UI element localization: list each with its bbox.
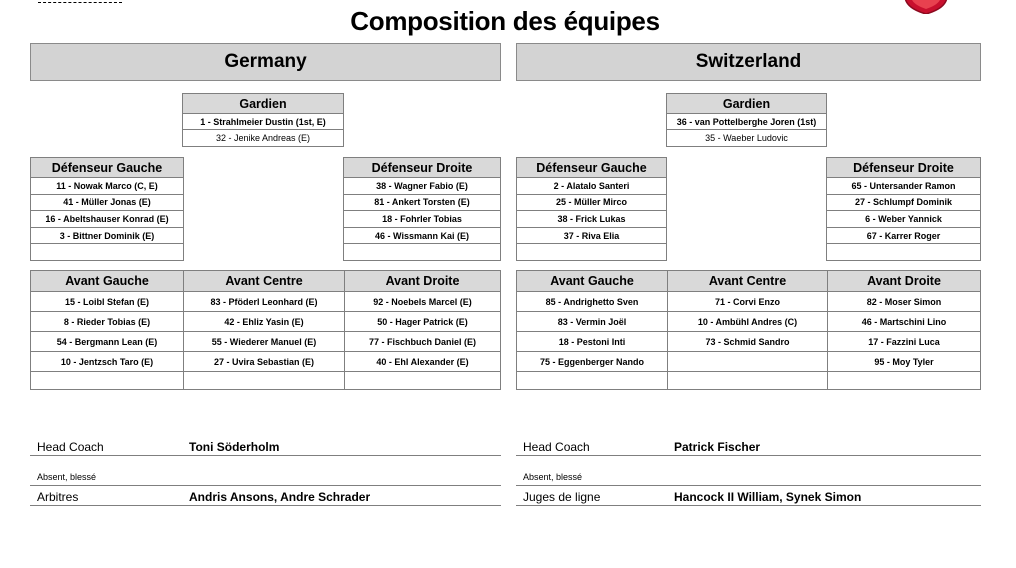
- forwards-left-column: [517, 271, 667, 389]
- goalies-box-home: [182, 93, 344, 147]
- fwd-left-header: Avant Gauche: [31, 271, 183, 292]
- page-title: Composition des équipes: [350, 6, 660, 36]
- player-cell: [344, 244, 500, 261]
- player-cell: [668, 372, 827, 389]
- goalies-header: Gardien: [667, 94, 826, 114]
- player-cell: 18 - Fohrler Tobias: [344, 211, 500, 228]
- player-cell: 6 - Weber Yannick: [827, 211, 980, 228]
- player-cell: 3 - Bittner Dominik (E): [31, 228, 183, 245]
- player-cell: 41 - Müller Jonas (E): [31, 195, 183, 212]
- player-cell: 50 - Hager Patrick (E): [345, 312, 500, 332]
- goalie-cell: 36 - van Pottelberghe Joren (1st): [667, 114, 826, 130]
- player-cell: 10 - Jentzsch Taro (E): [31, 352, 183, 372]
- player-cell: 83 - Pföderl Leonhard (E): [184, 292, 344, 312]
- coach-value: Patrick Fischer: [674, 440, 761, 454]
- player-cell: 95 - Moy Tyler: [828, 352, 980, 372]
- player-cell: 18 - Pestoni Inti: [517, 332, 667, 352]
- def-right-header: Défenseur Droite: [344, 158, 500, 178]
- goalie-cell: 32 - Jenike Andreas (E): [215, 133, 311, 143]
- player-cell: 37 - Riva Elia: [517, 228, 666, 245]
- player-cell: 81 - Ankert Torsten (E): [344, 195, 500, 212]
- player-cell: 17 - Fazzini Luca: [828, 332, 980, 352]
- player-cell: 25 - Müller Mirco: [517, 195, 666, 212]
- player-cell: [345, 372, 500, 389]
- player-cell: 46 - Martschini Lino: [828, 312, 980, 332]
- absent-label: Absent, blessé: [523, 472, 583, 482]
- coach-label: Head Coach: [37, 440, 104, 454]
- player-cell: 67 - Karrer Roger: [827, 228, 980, 245]
- player-cell: 82 - Moser Simon: [828, 292, 980, 312]
- def-right-box-away: [826, 157, 981, 261]
- player-cell: [31, 372, 183, 389]
- def-left-header: Défenseur Gauche: [31, 158, 183, 178]
- def-left-box-home: [30, 157, 184, 261]
- player-cell: [668, 352, 827, 372]
- forwards-center-column: [183, 271, 344, 389]
- player-cell: 55 - Wiederer Manuel (E): [184, 332, 344, 352]
- player-cell: 65 - Untersander Ramon: [827, 178, 980, 195]
- def-right-box-home: [343, 157, 501, 261]
- player-cell: [184, 372, 344, 389]
- fwd-center-header: Avant Centre: [184, 271, 344, 292]
- player-cell: 11 - Nowak Marco (C, E): [31, 178, 183, 195]
- team-name-home: Germany: [30, 43, 501, 81]
- player-cell: [517, 244, 666, 261]
- def-right-header: Défenseur Droite: [827, 158, 980, 178]
- player-cell: 15 - Loibl Stefan (E): [31, 292, 183, 312]
- divider: [516, 455, 981, 456]
- officials-label: Arbitres: [37, 490, 79, 504]
- forwards-box-away: [516, 270, 981, 390]
- coach-value: Toni Söderholm: [189, 440, 280, 454]
- goalies-header: Gardien: [183, 94, 343, 114]
- fwd-right-header: Avant Droite: [828, 271, 980, 292]
- goalies-box-away: [666, 93, 827, 147]
- officials-value: Hancock II William, Synek Simon: [674, 490, 862, 504]
- player-cell: [828, 372, 980, 389]
- player-cell: 2 - Alatalo Santeri: [517, 178, 666, 195]
- def-left-header: Défenseur Gauche: [517, 158, 666, 178]
- def-left-box-away: [516, 157, 667, 261]
- player-cell: 85 - Andrighetto Sven: [517, 292, 667, 312]
- player-cell: 92 - Noebels Marcel (E): [345, 292, 500, 312]
- divider: [30, 485, 501, 486]
- officials-value: Andris Ansons, Andre Schrader: [189, 490, 371, 504]
- player-cell: 16 - Abeltshauser Konrad (E): [31, 211, 183, 228]
- player-cell: 40 - Ehl Alexander (E): [345, 352, 500, 372]
- player-cell: [31, 244, 183, 261]
- header-rule: [38, 0, 122, 3]
- forwards-right-column: [827, 271, 980, 389]
- player-cell: 71 - Corvi Enzo: [668, 292, 827, 312]
- player-cell: 38 - Frick Lukas: [517, 211, 666, 228]
- player-cell: 8 - Rieder Tobias (E): [31, 312, 183, 332]
- player-cell: 73 - Schmid Sandro: [668, 332, 827, 352]
- player-cell: [827, 244, 980, 261]
- divider: [30, 455, 501, 456]
- player-cell: 10 - Ambühl Andres (C): [668, 312, 827, 332]
- divider: [516, 505, 981, 506]
- player-cell: 46 - Wissmann Kai (E): [344, 228, 500, 245]
- player-cell: 54 - Bergmann Lean (E): [31, 332, 183, 352]
- forwards-right-column: [344, 271, 500, 389]
- absent-label: Absent, blessé: [37, 472, 97, 482]
- fwd-center-header: Avant Centre: [668, 271, 827, 292]
- forwards-center-column: [667, 271, 827, 389]
- player-cell: 42 - Ehliz Yasin (E): [184, 312, 344, 332]
- player-cell: 27 - Uvira Sebastian (E): [184, 352, 344, 372]
- player-cell: 75 - Eggenberger Nando: [517, 352, 667, 372]
- forwards-box-home: [30, 270, 501, 390]
- divider: [516, 485, 981, 486]
- forwards-left-column: [31, 271, 183, 389]
- coach-label: Head Coach: [523, 440, 590, 454]
- goalie-cell: 1 - Strahlmeier Dustin (1st, E): [183, 114, 343, 130]
- player-cell: 83 - Vermin Joël: [517, 312, 667, 332]
- fwd-left-header: Avant Gauche: [517, 271, 667, 292]
- officials-label: Juges de ligne: [523, 490, 601, 504]
- divider: [30, 505, 501, 506]
- player-cell: 38 - Wagner Fabio (E): [344, 178, 500, 195]
- player-cell: 77 - Fischbuch Daniel (E): [345, 332, 500, 352]
- player-cell: [517, 372, 667, 389]
- goalie-cell: 35 - Waeber Ludovic: [705, 133, 788, 143]
- team-name-away: Switzerland: [516, 43, 981, 81]
- player-cell: 27 - Schlumpf Dominik: [827, 195, 980, 212]
- fwd-right-header: Avant Droite: [345, 271, 500, 292]
